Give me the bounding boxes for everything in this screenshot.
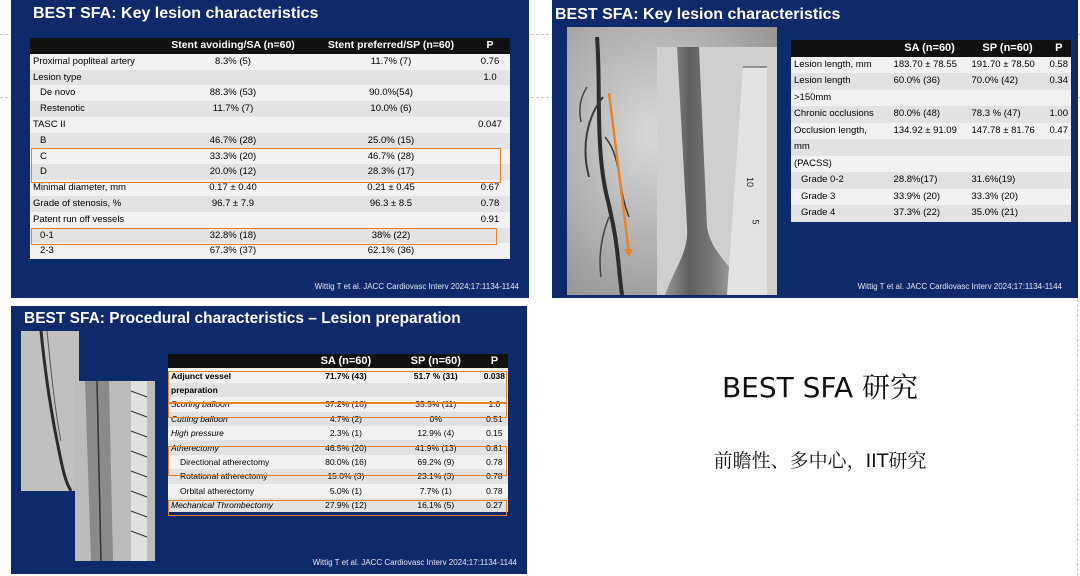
p-value: 0.78 bbox=[470, 196, 510, 212]
row-label: De novo bbox=[40, 87, 76, 99]
table-row bbox=[791, 205, 1071, 222]
row-label: Grade 4 bbox=[791, 205, 891, 222]
sp-value: 62.1% (36) bbox=[367, 245, 415, 257]
p-value bbox=[1047, 90, 1072, 107]
row-label: Directional atherectomy bbox=[180, 456, 270, 467]
sa-value: 0.17 ± 0.40 bbox=[209, 182, 257, 194]
p-value: 1.0 bbox=[488, 399, 501, 410]
table-row bbox=[791, 139, 1071, 156]
p-value: 1.0 bbox=[470, 70, 510, 86]
table-row bbox=[791, 90, 1071, 107]
sp-value: 12.9% (4) bbox=[417, 428, 455, 439]
row-label: 0-1 bbox=[30, 228, 154, 244]
p-value: 0.15 bbox=[486, 428, 503, 439]
table-row bbox=[30, 85, 510, 101]
row-label: Grade 3 bbox=[801, 190, 836, 202]
fluoroscopy-image bbox=[75, 381, 155, 561]
slide-title: BEST SFA: Key lesion characteristics bbox=[33, 5, 319, 22]
citation: Wittig T et al. JACC Cardiovasc Interv 2024;17:1134-1144 bbox=[312, 558, 517, 567]
header-cell: P bbox=[470, 38, 510, 54]
sp-value: 11.7% (7) bbox=[370, 55, 412, 67]
table-row bbox=[791, 57, 1071, 74]
row-label: Scoring balloon bbox=[171, 399, 230, 410]
row-label: Mechanical Thrombectomy bbox=[168, 498, 301, 512]
sa-value: 183.70 ± 78.55 bbox=[893, 58, 957, 70]
table-row bbox=[30, 196, 510, 212]
row-label: preparation bbox=[168, 383, 301, 397]
sa-value: 5.0% (1) bbox=[329, 485, 362, 496]
slide-title: BEST SFA: Key lesion characteristics bbox=[555, 6, 841, 23]
sa-value: 32.8% (18) bbox=[154, 228, 312, 244]
sp-value bbox=[312, 117, 470, 133]
table-row bbox=[168, 426, 508, 440]
table-header-row bbox=[168, 354, 508, 368]
ruler-label: 5 bbox=[750, 219, 761, 225]
row-label: Grade of stenosis, % bbox=[30, 196, 154, 212]
table-row bbox=[30, 54, 510, 70]
row-label: Chronic occlusions bbox=[791, 106, 891, 123]
sa-value bbox=[891, 156, 969, 173]
row-label: Proximal popliteal artery bbox=[33, 55, 135, 67]
sa-value: 37.3% (22) bbox=[891, 205, 969, 222]
table-row bbox=[791, 106, 1071, 123]
sp-value: 69.2% (9) bbox=[417, 456, 455, 467]
sa-value bbox=[154, 70, 312, 86]
sa-value: 33.9% (20) bbox=[893, 190, 941, 202]
study-title: BEST SFA 研究 bbox=[721, 371, 919, 404]
row-label: mm bbox=[791, 139, 891, 156]
table-row bbox=[791, 172, 1071, 189]
p-value: 0.34 bbox=[1047, 73, 1072, 90]
sa-value: 4.7% (2) bbox=[301, 412, 391, 426]
sp-value: 35.5% (11) bbox=[415, 399, 457, 410]
header-cell: SP (n=60) bbox=[391, 354, 481, 368]
citation: Wittig T et al. JACC Cardiovasc Interv 2024;17:1134-1144 bbox=[314, 282, 519, 291]
sp-value: 35.0% (21) bbox=[969, 205, 1047, 222]
sa-value: 71.7% (43) bbox=[325, 370, 367, 381]
fluoroscopy-drawing bbox=[75, 381, 155, 561]
row-label: TASC II bbox=[33, 118, 66, 130]
highlight-box-tasc-cd bbox=[31, 148, 501, 183]
row-label: B bbox=[30, 133, 154, 149]
p-value: 0.78 bbox=[481, 469, 508, 483]
sp-value: 23.1% (3) bbox=[391, 469, 481, 483]
row-label: Adjunct vessel bbox=[171, 370, 231, 381]
sp-value: 10.0% (6) bbox=[312, 101, 470, 117]
p-value: 0.91 bbox=[480, 213, 500, 225]
highlight-box-atherectomy bbox=[168, 446, 507, 476]
table-row bbox=[168, 484, 508, 498]
row-label: High pressure bbox=[171, 428, 224, 439]
p-value: 0.047 bbox=[478, 118, 502, 130]
angiogram-image bbox=[567, 27, 777, 295]
row-label: Lesion length, mm bbox=[794, 58, 872, 70]
sp-value: 78.3 % (47) bbox=[969, 106, 1047, 123]
slide-procedural-characteristics bbox=[11, 306, 527, 574]
p-value: 0.038 bbox=[483, 370, 505, 381]
table-row bbox=[791, 156, 1071, 173]
p-value bbox=[470, 243, 510, 259]
p-value: 0.67 bbox=[480, 182, 500, 194]
p-value bbox=[1047, 189, 1072, 206]
header-cell: P bbox=[481, 354, 508, 368]
angiogram-image-small bbox=[21, 331, 79, 491]
header-cell: Stent avoiding/SA (n=60) bbox=[154, 38, 312, 54]
p-value bbox=[470, 101, 510, 117]
row-label: Minimal diameter, mm bbox=[33, 182, 126, 194]
sa-value: 15.0% (3) bbox=[301, 469, 391, 483]
sp-value bbox=[969, 90, 1047, 107]
sa-value: 33.3% (20) bbox=[209, 150, 257, 162]
header-cell bbox=[168, 354, 301, 368]
sp-value bbox=[312, 70, 470, 86]
sp-value: 0.21 ± 0.45 bbox=[367, 182, 415, 194]
row-label: C bbox=[40, 150, 47, 162]
sa-value bbox=[891, 90, 969, 107]
p-value: 0.76 bbox=[480, 55, 500, 67]
sp-value: 31.6%(19) bbox=[969, 172, 1047, 189]
sa-value: 27.9% (12) bbox=[301, 498, 391, 512]
highlight-box-adjunct bbox=[168, 371, 507, 403]
p-value: 0.47 bbox=[1049, 124, 1068, 136]
row-label: Lesion type bbox=[30, 70, 154, 86]
sp-value: 25.0% (15) bbox=[312, 133, 470, 149]
row-label: Orbital atherectomy bbox=[180, 485, 255, 496]
p-value bbox=[470, 133, 510, 149]
sp-value bbox=[312, 212, 470, 228]
highlight-box-scoring bbox=[168, 403, 507, 418]
p-value: 0.78 bbox=[486, 485, 503, 496]
p-value bbox=[1047, 156, 1072, 173]
sa-value: 20.0% (12) bbox=[154, 164, 312, 180]
p-value: 0.81 bbox=[481, 440, 508, 454]
sp-value: 0% bbox=[391, 412, 481, 426]
table-row bbox=[791, 189, 1071, 206]
sp-value: 51.7 % (31) bbox=[413, 370, 458, 381]
sp-value: 90.0%(54) bbox=[369, 87, 413, 99]
p-value bbox=[1047, 139, 1072, 156]
sp-value bbox=[969, 139, 1047, 156]
row-label: (PACSS) bbox=[794, 157, 832, 169]
sp-value: 41.9% (13) bbox=[391, 440, 481, 454]
sp-value: 38% (22) bbox=[312, 228, 470, 244]
header-cell: P bbox=[1047, 40, 1072, 57]
lesion-length-table bbox=[791, 40, 1071, 222]
header-cell bbox=[30, 38, 154, 54]
header-cell: SA (n=60) bbox=[891, 40, 969, 57]
highlight-box-thrombectomy bbox=[168, 500, 507, 516]
row-label: Atherectomy bbox=[168, 440, 301, 454]
sa-value bbox=[154, 117, 312, 133]
sp-value: 96.3 ± 8.5 bbox=[312, 196, 470, 212]
table-row bbox=[30, 70, 510, 86]
row-label: Rotational atherectomy bbox=[168, 469, 301, 483]
table-row bbox=[791, 123, 1071, 140]
header-cell: SP (n=60) bbox=[969, 40, 1047, 57]
p-value: 0.78 bbox=[486, 456, 503, 467]
angiogram-drawing bbox=[21, 331, 79, 491]
table-row bbox=[30, 133, 510, 149]
sa-value: 28.8%(17) bbox=[891, 172, 969, 189]
sp-value: 70.0% (42) bbox=[969, 73, 1047, 90]
sa-value: 8.3% (5) bbox=[215, 55, 251, 67]
row-label: Grade 0-2 bbox=[791, 172, 891, 189]
header-cell bbox=[791, 40, 891, 57]
sa-value: 37.2% (16) bbox=[325, 399, 367, 410]
sa-value: 67.3% (37) bbox=[209, 245, 257, 257]
sa-value: 11.7% (7) bbox=[154, 101, 312, 117]
sp-value: 191.70 ± 78.50 bbox=[971, 58, 1035, 70]
table-row bbox=[791, 73, 1071, 90]
p-value: 0.27 bbox=[481, 498, 508, 512]
sa-value bbox=[891, 139, 969, 156]
sa-value: 80.0% (48) bbox=[891, 106, 969, 123]
p-value: 1.00 bbox=[1047, 106, 1072, 123]
sa-value: 134.92 ± 91.09 bbox=[893, 124, 957, 136]
sa-value: 46.7% (28) bbox=[154, 133, 312, 149]
sa-value: 2.3% (1) bbox=[329, 428, 362, 439]
sa-value: 60.0% (36) bbox=[891, 73, 969, 90]
row-label: Lesion length bbox=[791, 73, 891, 90]
study-subtitle: 前瞻性、多中心，IIT研究 bbox=[713, 450, 927, 472]
sa-value: 46.5% (20) bbox=[301, 440, 391, 454]
table-header-row bbox=[30, 38, 510, 54]
slide-lesion-characteristics-1 bbox=[11, 0, 529, 298]
row-label: >150mm bbox=[794, 91, 832, 103]
sp-value: 46.7% (28) bbox=[367, 150, 415, 162]
row-label: D bbox=[30, 164, 154, 180]
row-label: Restenotic bbox=[30, 101, 154, 117]
p-value: 0.58 bbox=[1049, 58, 1068, 70]
row-label: 2-3 bbox=[40, 245, 54, 257]
table-row bbox=[30, 117, 510, 133]
highlight-box-runoff bbox=[31, 228, 497, 245]
sp-value: 28.3% (17) bbox=[312, 164, 470, 180]
header-cell: SA (n=60) bbox=[301, 354, 391, 368]
ruler-label: 10 bbox=[745, 176, 756, 188]
p-value bbox=[1047, 172, 1072, 189]
p-value bbox=[470, 85, 510, 101]
angiogram-drawing bbox=[567, 27, 777, 295]
sp-value bbox=[969, 156, 1047, 173]
p-value: 0.51 bbox=[481, 412, 508, 426]
header-cell: Stent preferred/SP (n=60) bbox=[312, 38, 470, 54]
table-row bbox=[30, 212, 510, 228]
sp-value: 7.7% (1) bbox=[419, 485, 452, 496]
sa-value: 96.7 ± 7.9 bbox=[154, 196, 312, 212]
row-label: Cutting balloon bbox=[168, 412, 301, 426]
p-value bbox=[1047, 205, 1072, 222]
table-row bbox=[30, 101, 510, 117]
citation: Wittig T et al. JACC Cardiovasc Interv 2024;17:1134-1144 bbox=[857, 282, 1062, 291]
sa-value bbox=[154, 212, 312, 228]
row-label: Patent run off vessels bbox=[33, 213, 125, 225]
sp-value: 147.78 ± 81.76 bbox=[971, 124, 1035, 136]
slide-lesion-characteristics-2 bbox=[552, 0, 1078, 298]
row-label: Occlusion length, bbox=[794, 124, 867, 136]
slide-title: BEST SFA: Procedural characteristics – Lesion preparation bbox=[24, 310, 461, 327]
sp-value: 16.1% (5) bbox=[391, 498, 481, 512]
table-header-row bbox=[791, 40, 1071, 57]
sa-value: 88.3% (53) bbox=[209, 87, 257, 99]
sp-value: 33.3% (20) bbox=[971, 190, 1018, 202]
table-row bbox=[30, 243, 510, 259]
sa-value: 80.0% (16) bbox=[325, 456, 367, 467]
